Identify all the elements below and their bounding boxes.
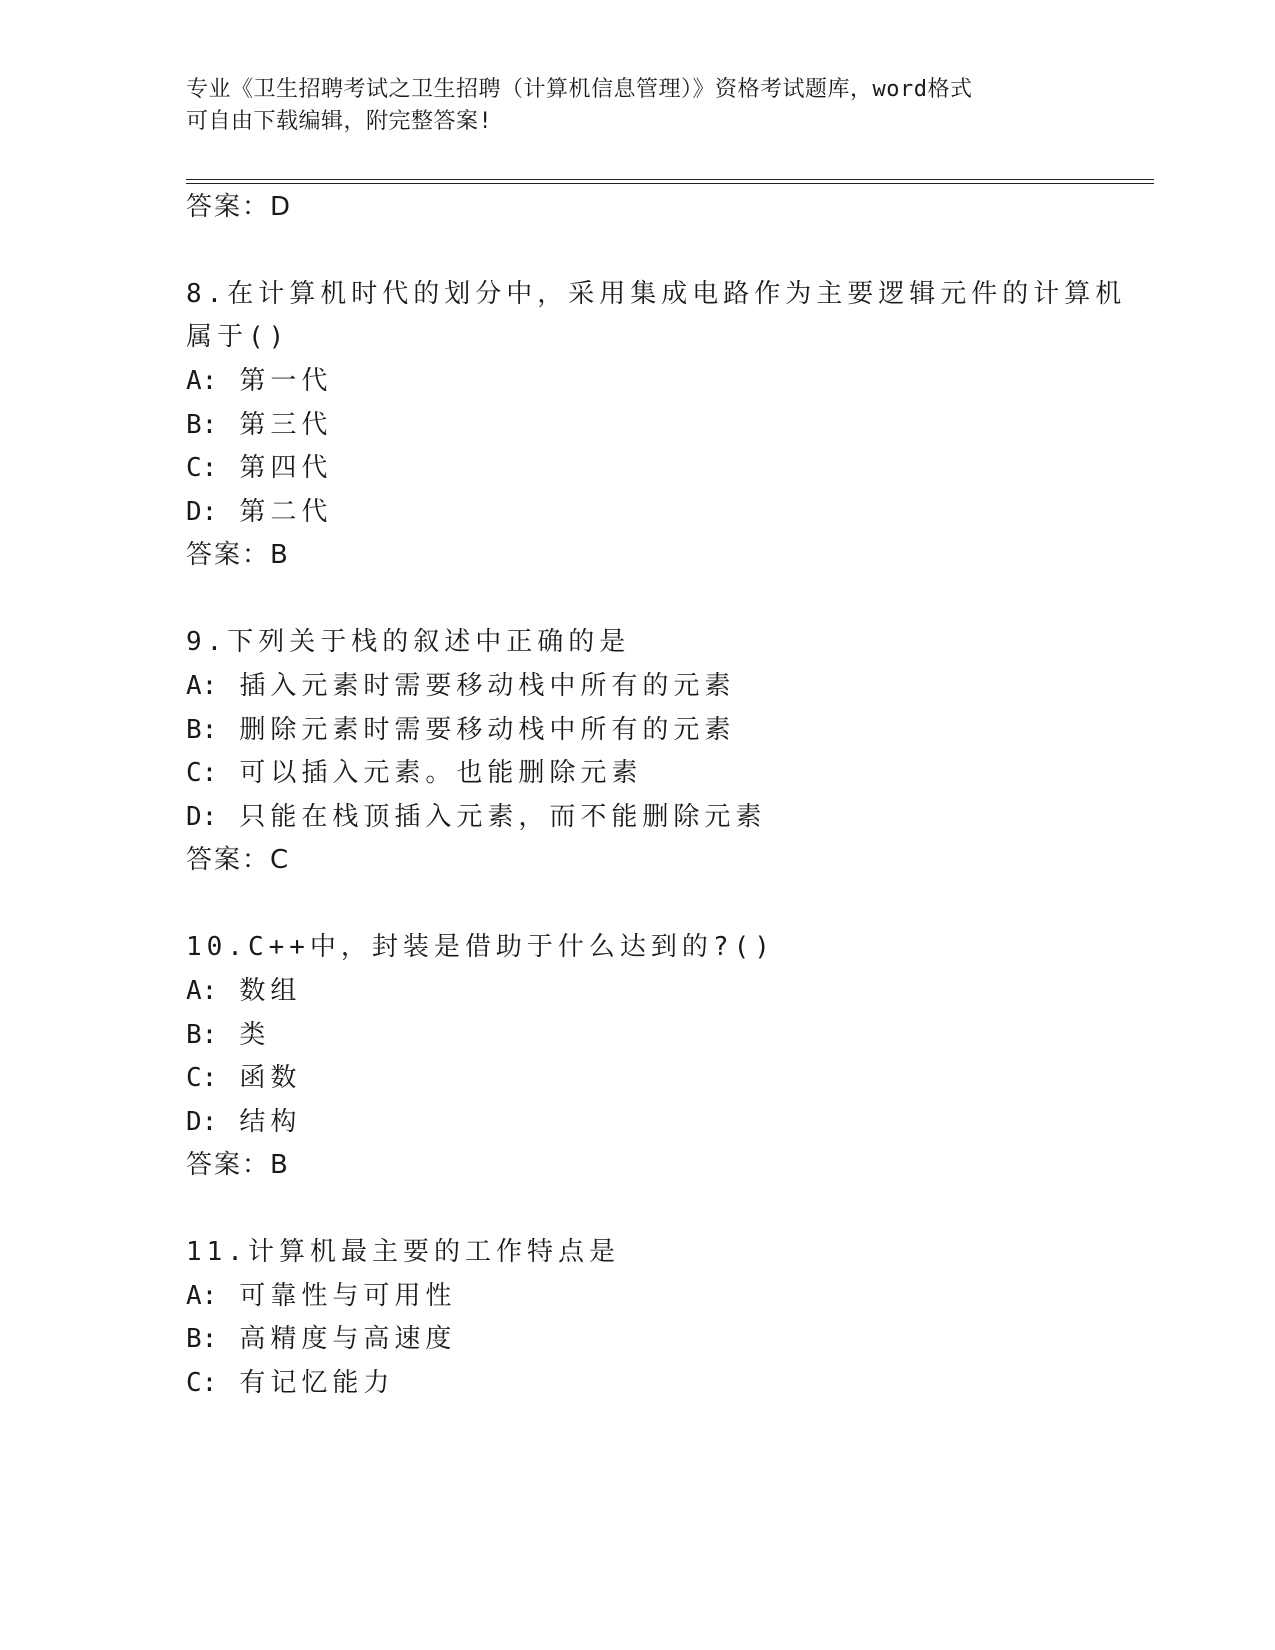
header-divider-bottom [186, 183, 1154, 184]
option-text: 结构 [239, 1107, 302, 1137]
option-text: 删除元素时需要移动栈中所有的元素 [239, 715, 736, 745]
option-key: A: [186, 1281, 218, 1311]
question-9-option-b [186, 713, 735, 747]
option-key: A: [186, 366, 218, 396]
question-8-option-a [186, 364, 332, 398]
option-key: B: [186, 1324, 218, 1354]
question-9-option-a [186, 669, 735, 703]
option-text: 函数 [239, 1063, 302, 1093]
option-text: 插入元素时需要移动栈中所有的元素 [239, 671, 736, 701]
option-key: B: [186, 1020, 218, 1050]
option-text: 数组 [239, 976, 302, 1006]
question-8-stem-line-2: 属于() [186, 322, 290, 352]
option-text: 可靠性与可用性 [239, 1281, 457, 1311]
option-text: 类 [239, 1020, 271, 1050]
option-key: D: [186, 1107, 218, 1137]
option-text: 有记忆能力 [239, 1368, 395, 1398]
answer-q10: 答案：B [186, 1150, 290, 1180]
option-key: C: [186, 453, 218, 483]
option-key: A: [186, 671, 218, 701]
option-text: 第三代 [239, 410, 333, 440]
answer-q9: 答案：C [186, 845, 291, 875]
answer-q7: 答案：D [186, 192, 293, 222]
option-text: 只能在栈顶插入元素，而不能删除元素 [239, 802, 767, 832]
option-key: C: [186, 758, 218, 788]
option-text: 第四代 [239, 453, 333, 483]
option-key: D: [186, 802, 218, 832]
option-key: D: [186, 497, 218, 527]
header-divider-top [186, 179, 1154, 180]
question-8-stem-line-1: 8.在计算机时代的划分中，采用集成电路作为主要逻辑元件的计算机 [186, 279, 1127, 309]
option-text: 可以插入元素。也能删除元素 [239, 758, 643, 788]
question-9-stem: 9.下列关于栈的叙述中正确的是 [186, 627, 631, 657]
option-key: C: [186, 1063, 218, 1093]
option-key: A: [186, 976, 218, 1006]
question-8-option-d [186, 495, 332, 529]
option-key: B: [186, 410, 218, 440]
question-11-option-a [186, 1279, 456, 1313]
option-text: 高精度与高速度 [239, 1324, 457, 1354]
question-8-option-c [186, 451, 332, 485]
question-8-option-b [186, 408, 332, 442]
question-10-stem: 10.C++中，封装是借助于什么达到的?() [186, 932, 775, 962]
question-11-option-b [186, 1322, 456, 1356]
option-text: 第一代 [239, 366, 333, 396]
option-text: 第二代 [239, 497, 333, 527]
question-11-stem: 11.计算机最主要的工作特点是 [186, 1237, 620, 1267]
question-9-option-c [186, 756, 642, 790]
option-key: C: [186, 1368, 218, 1398]
question-11-option-c [186, 1366, 394, 1400]
question-10-option-d [186, 1105, 301, 1139]
answer-q8: 答案：B [186, 540, 290, 570]
header-line-1: 专业《卫生招聘考试之卫生招聘（计算机信息管理）》资格考试题库，word格式 [186, 77, 973, 102]
question-10-option-c [186, 1061, 301, 1095]
question-10-option-b [186, 1018, 270, 1052]
question-10-option-a [186, 974, 301, 1008]
question-9-option-d [186, 800, 766, 834]
document-header [186, 74, 1086, 138]
header-line-2: 可自由下载编辑，附完整答案! [186, 109, 493, 134]
option-key: B: [186, 715, 218, 745]
